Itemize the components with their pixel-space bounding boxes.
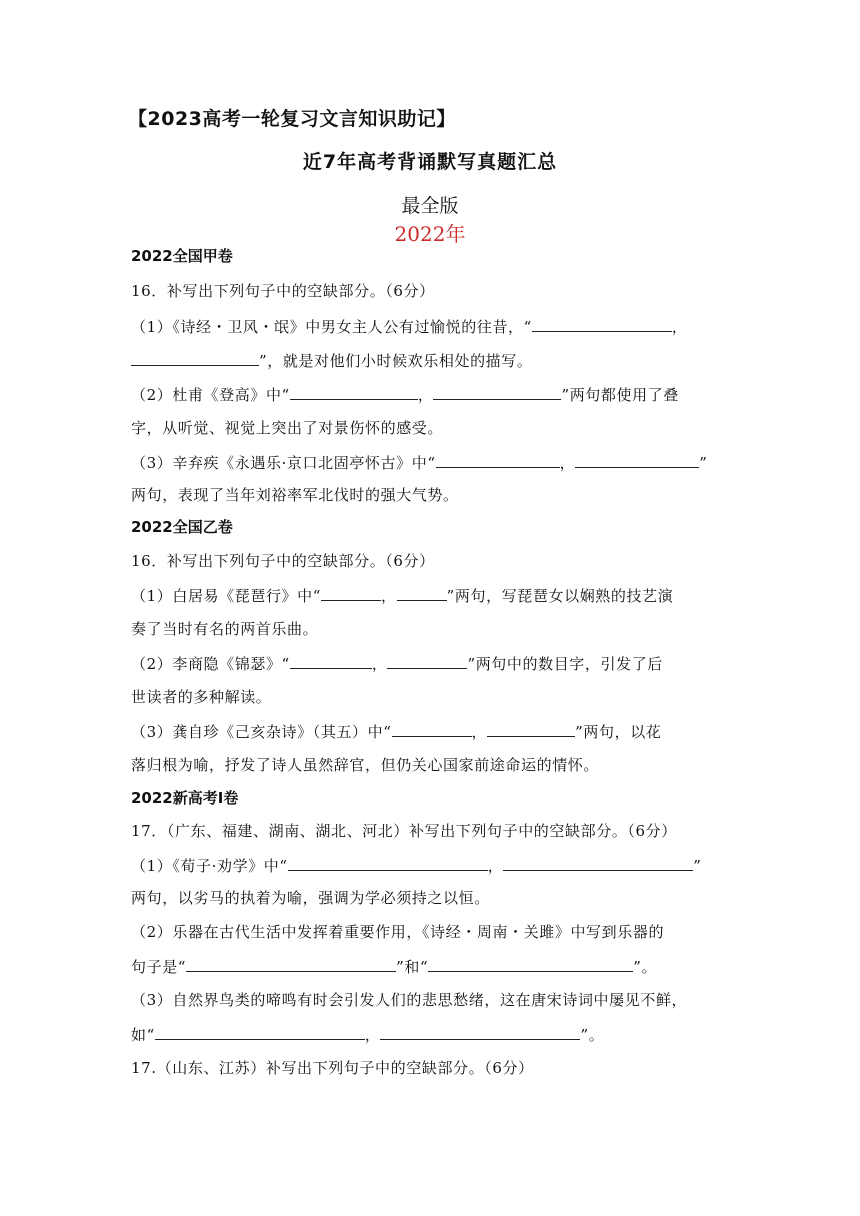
edition-label: 最全版 [401, 195, 459, 217]
question-line: （3）辛弃疾《永遇乐·京口北固亭怀古》中“ ， ” [131, 451, 707, 473]
question-line: 句子是“ ”和“ ”。 [131, 955, 657, 977]
question-line: 如“ ， ”。 [131, 1023, 604, 1045]
section-title-new-gaokao-1: 2022新高考Ⅰ卷 [131, 789, 239, 807]
answer-blank[interactable] [290, 652, 372, 669]
question-line: 字，从听觉、视觉上突出了对景伤怀的感受。 [131, 419, 444, 437]
answer-blank[interactable] [290, 383, 418, 400]
question-line: 落归根为喻，抒发了诗人虽然辞官，但仍关心国家前途命运的情怀。 [131, 756, 600, 774]
answer-blank[interactable] [155, 1023, 365, 1040]
answer-blank[interactable] [288, 854, 488, 871]
answer-blank[interactable] [575, 451, 699, 468]
answer-blank[interactable] [397, 584, 447, 601]
question-line: （3）龚自珍《己亥杂诗》（其五）中“ ， ”两句，以花 [131, 720, 661, 742]
answer-blank[interactable] [380, 1023, 580, 1040]
question-line: 奏了当时有名的两首乐曲。 [131, 620, 319, 638]
answer-blank[interactable] [487, 720, 575, 737]
question-line: 世读者的多种解读。 [131, 688, 272, 706]
question-line: （1）《荀子·劝学》中“ ， ” [131, 854, 702, 876]
question-line: （2）李商隐《锦瑟》“ ， ”两句中的数目字，引发了后 [131, 652, 663, 674]
main-title: 近7年高考背诵默写真题汇总 [302, 151, 558, 173]
question-line: （2）乐器在古代生活中发挥着重要作用，《诗经・周南・关雎》中写到乐器的 [131, 923, 665, 941]
question-line: （1）《诗经・卫风・氓》中男女主人公有过愉悦的往昔，“ ， [131, 315, 688, 337]
section-title-jia: 2022全国甲卷 [131, 247, 233, 265]
question-line: ”，就是对他们小时候欢乐相处的描写。 [131, 349, 532, 371]
question-line: 两句，以劣马的执着为喻，强调为学必须持之以恒。 [131, 889, 490, 907]
question-line: （1）白居易《琵琶行》中“ ， ”两句，写琵琶女以娴熟的技艺演 [131, 584, 673, 606]
question-line: 16．补写出下列句子中的空缺部分。（6分） [131, 552, 435, 570]
question-line: 17．（广东、福建、湖南、湖北、河北）补写出下列句子中的空缺部分。（6分） [131, 822, 677, 840]
year-heading: 2022年 [394, 222, 466, 246]
answer-blank[interactable] [392, 720, 472, 737]
question-line: 两句，表现了当年刘裕率军北伐时的强大气势。 [131, 486, 459, 504]
header-tag: 【2023高考一轮复习文言知识助记】 [128, 108, 456, 130]
answer-blank[interactable] [532, 315, 672, 332]
answer-blank[interactable] [436, 451, 560, 468]
answer-blank[interactable] [503, 854, 693, 871]
section-title-yi: 2022全国乙卷 [131, 518, 233, 536]
answer-blank[interactable] [321, 584, 381, 601]
question-line: （2）杜甫《登高》中“ ， ”两句都使用了叠 [131, 383, 679, 405]
answer-blank[interactable] [387, 652, 467, 669]
answer-blank[interactable] [131, 349, 259, 366]
answer-blank[interactable] [186, 955, 396, 972]
answer-blank[interactable] [428, 955, 633, 972]
question-line: 17.（山东、江苏）补写出下列句子中的空缺部分。（6分） [131, 1059, 534, 1077]
question-line: （3）自然界鸟类的啼鸣有时会引发人们的悲思愁绪，这在唐宋诗词中屡见不鲜， [131, 991, 688, 1009]
answer-blank[interactable] [433, 383, 561, 400]
question-line: 16．补写出下列句子中的空缺部分。（6分） [131, 282, 435, 300]
